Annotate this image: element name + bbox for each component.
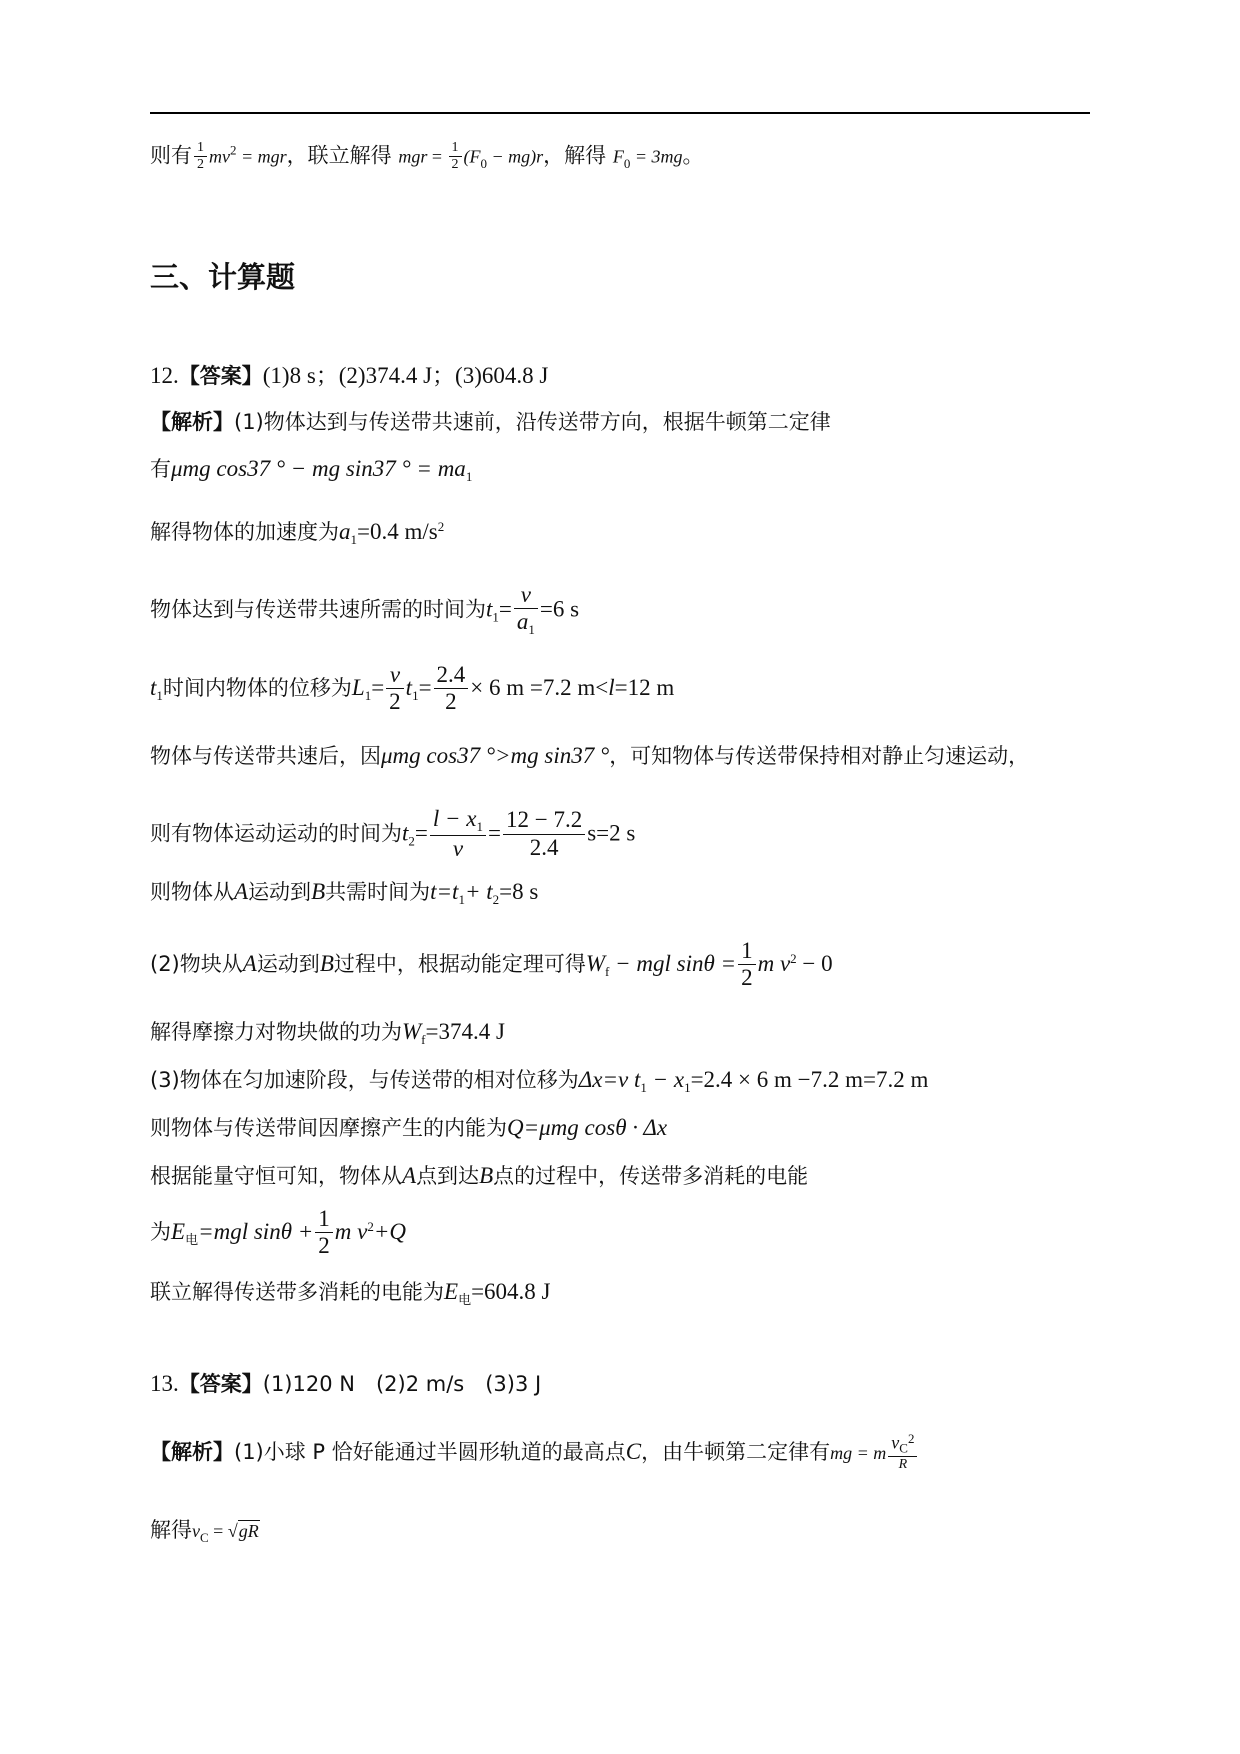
answer-tag: 【答案】: [178, 364, 263, 388]
q12-line-5: $t_1$时间内物体的位移为$L_1=$ $\frac{v}{2}$ $t_1=$ $\frac{2.4}{2}$ × 6 m =7.2 m<l=12 m: [150, 662, 675, 715]
answer-tag: 【答案】: [178, 1372, 263, 1396]
intro-half-fraction: $\frac{1}{2}$: [194, 140, 207, 173]
q12-line-8: 则物体从A运动到B共需时间为$t=t_1+ t_2=8$ s: [150, 879, 539, 908]
q12-line-7: 则有物体运动运动的时间为$t_2=$ $\frac{l - x_1}{v}$ = $\frac{12 - 7.2}{2.4}$ s=2 s: [150, 806, 636, 862]
q12-line-14: 为$E_电=mgl$ sinθ + $\frac{1}{2}$ m $v^2+Q$: [150, 1206, 406, 1259]
fraction-numeric-t2: $\frac{12 - 7.2}{2.4}$: [503, 807, 585, 861]
analysis-tag: 【解析】: [150, 410, 234, 434]
q12-line-6: 物体与传送带共速后，因μmg cos37 °>mg sin37 °，可知物体与传送带保持相对静止匀速运动，: [150, 743, 1030, 768]
top-rule: [150, 112, 1090, 114]
q13-line-2: 解得$v_C = √gR$: [150, 1518, 259, 1546]
fraction-v-over-2: $\frac{v}{2}$: [386, 662, 404, 716]
q12-line-11: (3)物体在匀加速阶段，与传送带的相对位移为Δx=v $t_1 - x_1=2.4 \times 6$ m −7.2 m=7.2 m: [150, 1067, 929, 1096]
fraction-v-over-a1: $\frac{v}{a_1}$: [514, 582, 538, 639]
section-heading: 三、计算题: [150, 260, 296, 294]
q12-line-9: (2)物块从A运动到B过程中，根据动能定理可得$W_f$ − mgl sinθ = $\frac{1}{2}$ m $v^2 - 0$: [150, 938, 833, 991]
fraction-2-4-over-2: $\frac{2.4}{2}$: [434, 662, 469, 716]
q13-answer-line: 13.【答案】(1)120 N (2)2 m/s (3)3 J: [150, 1371, 542, 1396]
q12-line-4: 物体达到与传送带共速所需的时间为$t_1=$ $\frac{v}{a_1}$ =6 s: [150, 582, 580, 638]
q12-line-15: 联立解得传送带多消耗的电能为$E_电=604.8$ J: [150, 1279, 551, 1308]
analysis-tag: 【解析】: [150, 1439, 234, 1464]
q12-line-3: 解得物体的加速度为$a_1=0.4$ $m/s^2$: [150, 519, 445, 548]
fraction-l-minus-x1-over-v: $\frac{l - x_1}{v}$: [430, 806, 486, 863]
q13-analysis-line-1: 【解析】(1)小球 P 恰好能通过半圆形轨道的最高点C，由牛顿第二定律有mg = m $\frac{v_C^2}{R}$: [150, 1432, 919, 1473]
fraction-one-half: $\frac{1}{2}$: [738, 938, 756, 992]
intro-text-1: 则有: [150, 143, 192, 168]
q12-line-12: 则物体与传送带间因摩擦产生的内能为Q=μmg cosθ · Δx: [150, 1115, 668, 1140]
fraction-one-half-2: $\frac{1}{2}$: [315, 1206, 333, 1260]
fraction-vc2-over-R: $\frac{v_C^2}{R}$: [888, 1432, 917, 1473]
q12-analysis-line-1: 【解析】(1)物体达到与传送带共速前，沿传送带方向，根据牛顿第二定律: [150, 410, 831, 434]
q12-answer-line: 12.【答案】(1)8 s；(2)374.4 J；(3)604.8 J: [150, 363, 549, 388]
intro-half-fraction-2: $\frac{1}{2}$: [449, 140, 462, 173]
intro-line: 则有 $\frac{1}{2}$ $mv^2$ = mgr，联立解得 mgr = $\frac{1}{2}$ $(F_0 - mg)r$，解得 $F_0 = 3mg$。: [150, 140, 704, 173]
q12-line-10: 解得摩擦力对物块做的功为$W_f=374.4$ J: [150, 1019, 505, 1048]
q12-line-2: 有μmg cos37 ° − mg sin37 ° = $ma_1$: [150, 456, 473, 485]
q12-line-13: 根据能量守恒可知，物体从A点到达B点的过程中，传送带多消耗的电能: [150, 1163, 809, 1188]
